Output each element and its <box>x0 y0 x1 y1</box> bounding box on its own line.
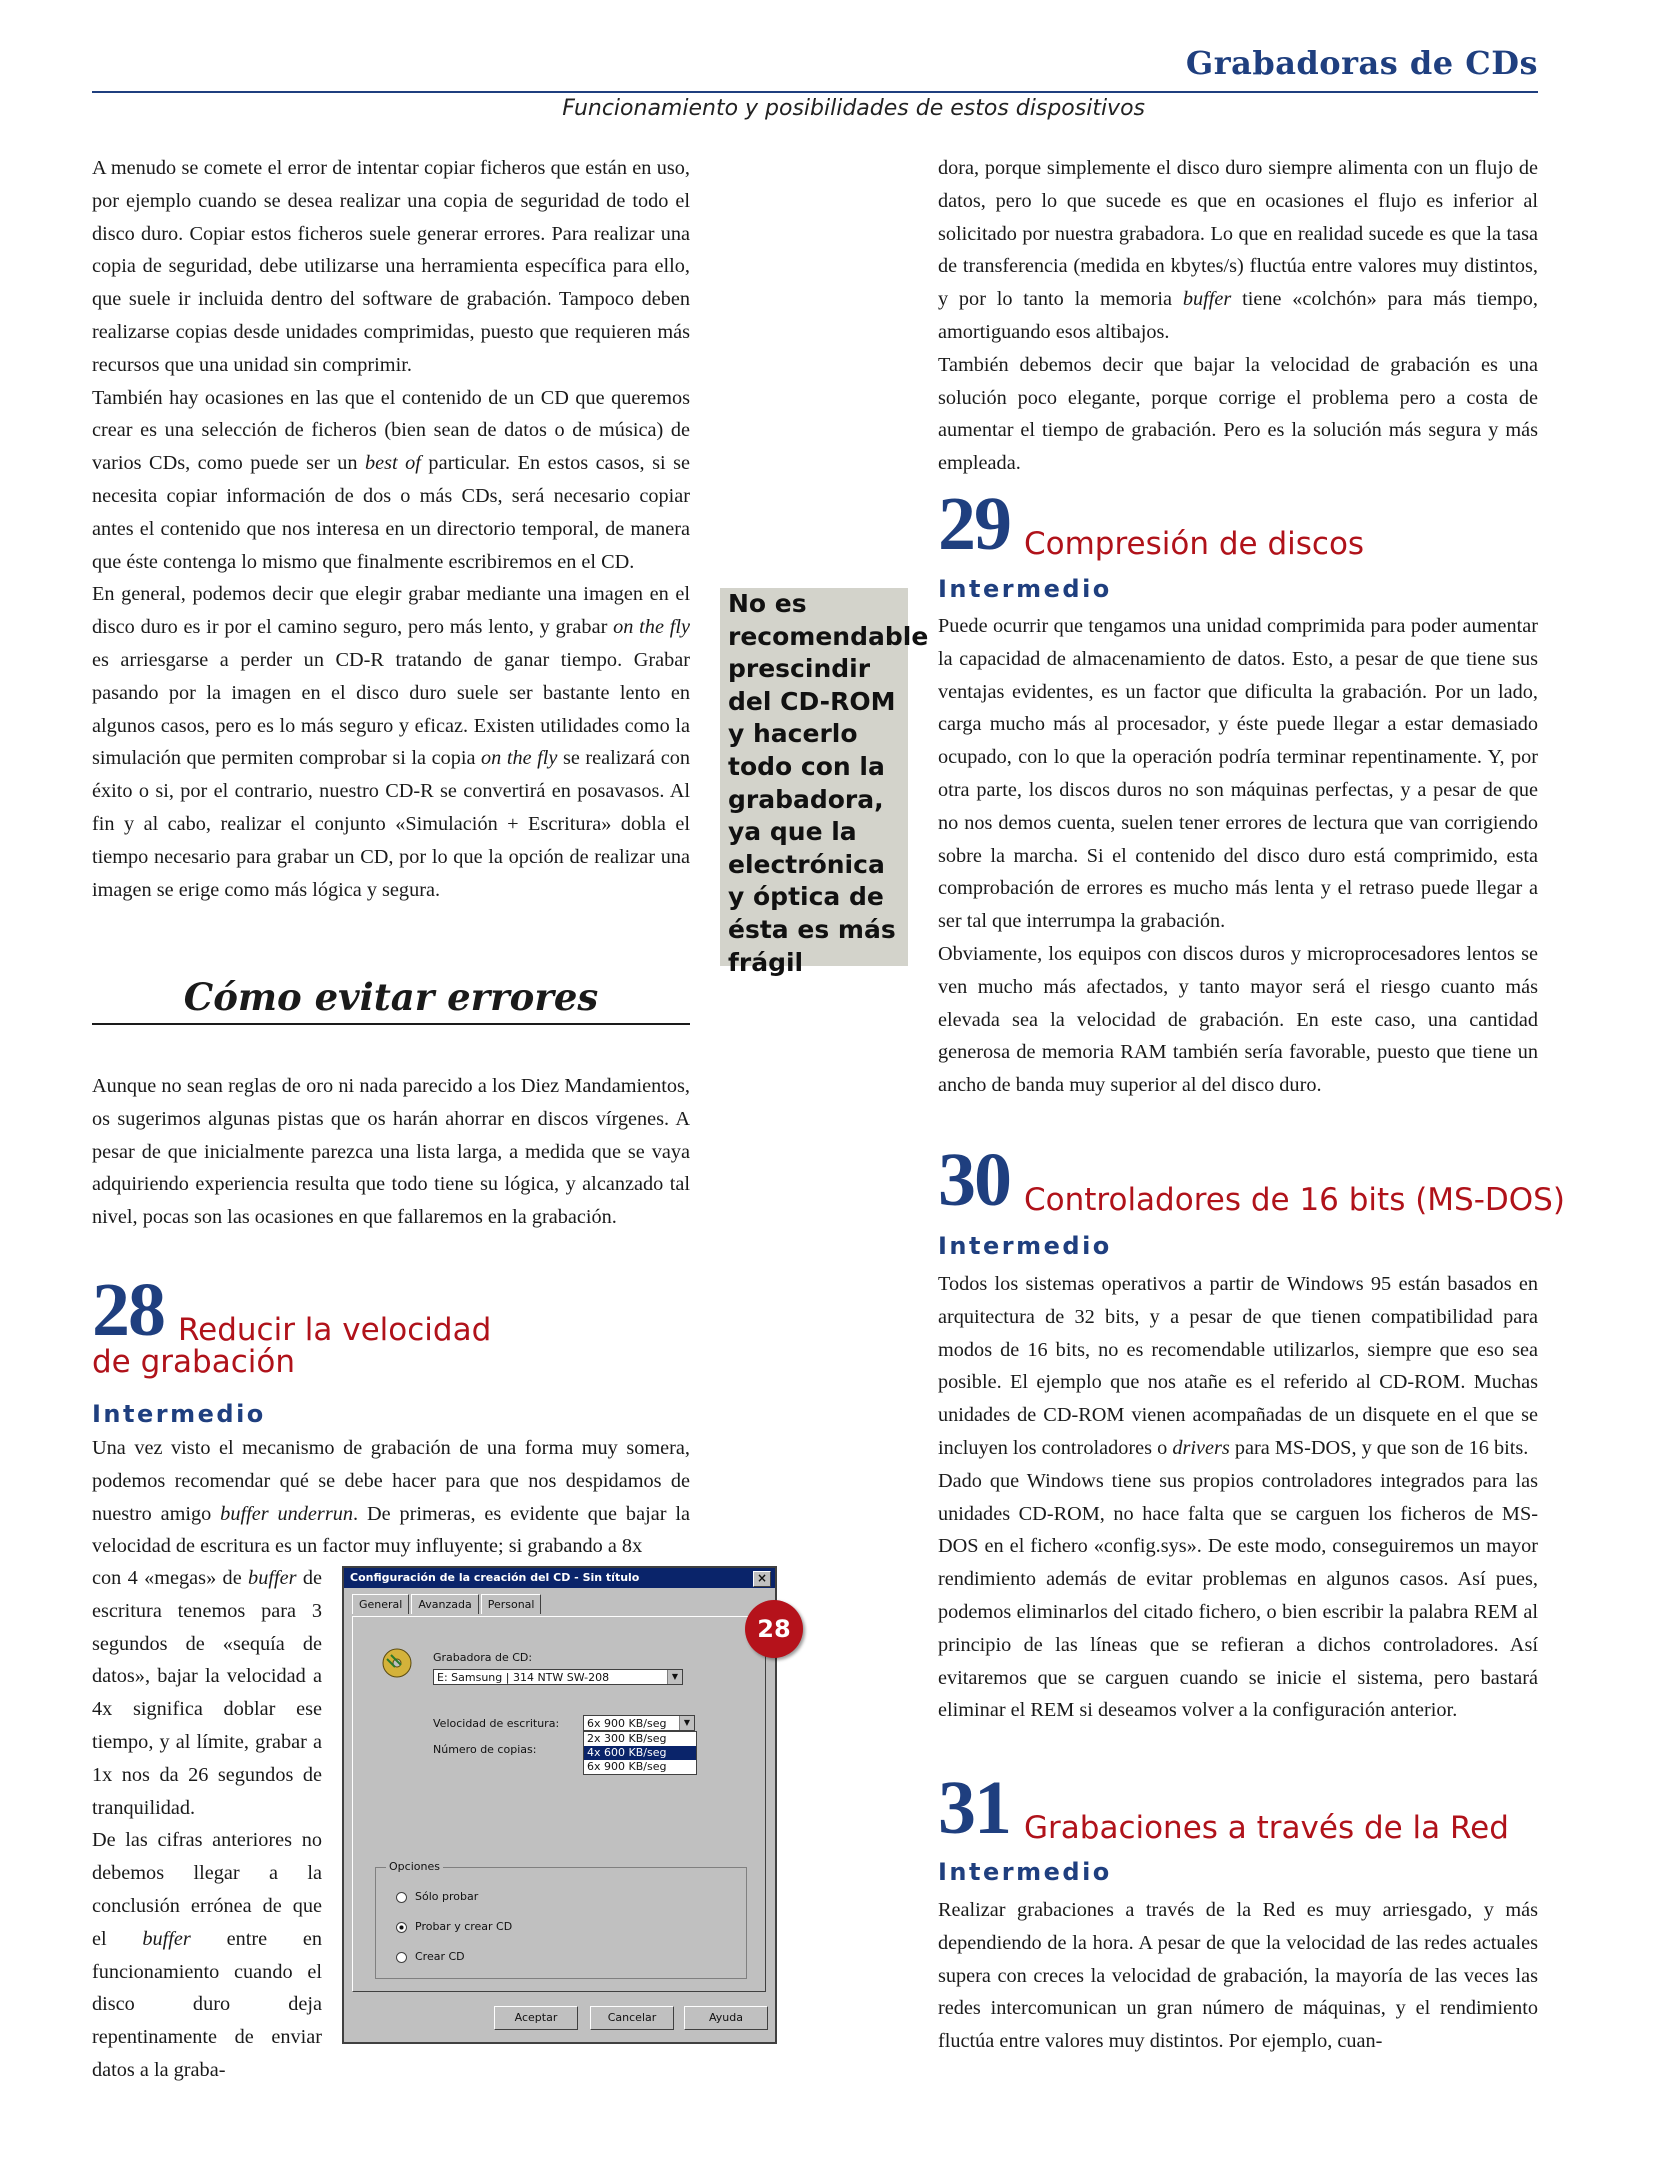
pull-quote <box>720 588 929 977</box>
tip-level: Intermedio <box>92 1400 266 1428</box>
speed-dropdown-list <box>583 1731 697 1775</box>
speed-option-selected[interactable]: 4x 600 KB/seg <box>584 1746 696 1760</box>
chevron-down-icon: ▼ <box>667 1670 682 1684</box>
tip-level: Intermedio <box>938 1858 1112 1886</box>
copies-label: Número de copias: <box>433 1743 537 1756</box>
paragraph: También hay ocasiones en las que el contenido de un CD que queremos crear es una selección de ficheros (bien sean de datos o de música) de varios CDs, como puede ser un best of particular. En estos casos, si se necesita copiar información de dos o más CDs, será necesario copiar antes el contenido que nos interesa en un directorio temporal, de manera que éste contenga lo mismo que finalmente escribiremos en el CD. <box>92 386 691 573</box>
paragraph: Puede ocurrir que tengamos una unidad comprimida para poder aumentar la capacidad de almacenamiento de datos. Esto, a pesar de que tiene sus ventajas evidentes, es un factor que dificulta la grabación. Por un lado, carga mucho más al procesador, y éste puede llegar a estar demasiado ocupado, con lo que la operación podría terminar repentinamente. Y, por otra parte, los discos duros no son máquinas perfectas, y a pesar de que no nos demos cuenta, suelen tener errores de lectura que van corrigiendo sobre la marcha. Si el contenido del disco duro está comprimido, esta comprobación de errores es mucho más lenta y el retraso puede llegar a ser tal que interrumpa la grabación. <box>938 615 1538 933</box>
tip-number: 31 <box>938 1766 1010 1850</box>
left-column-errors <box>92 1070 690 1234</box>
paragraph: Dado que Windows tiene sus propios controladores integrados para las unidades CD-ROM, no hace falta que se carguen los ficheros de MS-DOS en el fichero «config.sys». De este modo, conseguiremos un mayor rendimiento además de evitar problemas en algunos casos. Así pues, podemos eliminarlos del citado fichero, o bien escribir la palabra REM al principio de las líneas que se refieran a dichos controladores. Así evitaremos que se carguen cuando se inicie el sistema, pero bastará eliminar el REM si deseamos volver a la configuración anterior. <box>938 1469 1538 1722</box>
left-column-wrap-text <box>92 1562 322 2087</box>
tip-title: Grabaciones a través de la Red <box>1024 1810 1509 1846</box>
tip-29-heading <box>938 482 1365 566</box>
right-column-tip29 <box>938 610 1538 1102</box>
dialog-tabs <box>352 1594 543 1614</box>
page-header-title: Grabadoras de CDs <box>1185 44 1538 82</box>
radio-icon <box>396 1952 407 1963</box>
right-column-tip31 <box>938 1894 1538 2058</box>
tip-30-heading <box>938 1138 1565 1222</box>
tip-number: 29 <box>938 482 1010 566</box>
speed-option[interactable]: 2x 300 KB/seg <box>587 1732 667 1745</box>
speed-value: 6x 900 KB/seg <box>587 1717 667 1730</box>
dialog-panel <box>352 1616 766 1992</box>
options-group-label: Opciones <box>386 1860 443 1873</box>
tab-personal[interactable]: Personal <box>481 1594 542 1614</box>
help-button[interactable]: Ayuda <box>684 2006 768 2030</box>
chevron-down-icon: ▼ <box>679 1716 694 1730</box>
accept-button[interactable]: Aceptar <box>494 2006 578 2030</box>
tip-level: Intermedio <box>938 1232 1112 1260</box>
page-header-subtitle: Funcionamiento y posibilidades de estos dispositivos <box>562 96 1145 121</box>
paragraph: También debemos decir que bajar la velocidad de grabación es una solución poco elegante, porque corrige el problema pero a costa de aumentar el tiempo de grabación. Pero es la solución más segura y más empleada. <box>938 353 1538 475</box>
paragraph: Obviamente, los equipos con discos duros y microprocesadores lentos se ven mucho más afectados, y tanto mayor será el riesgo cuanto más elevada sea la velocidad de grabación. En este caso, una cantidad generosa de memoria RAM también sería favorable, puesto que tiene un ancho de banda muy superior al del disco duro. <box>938 942 1538 1097</box>
figure-badge: 28 <box>745 1600 803 1658</box>
tip-title: Controladores de 16 bits (MS-DOS) <box>1024 1182 1565 1218</box>
options-group <box>375 1860 747 1979</box>
dialog-title-bar <box>344 1568 775 1588</box>
recorder-value: E: Samsung | 314 NTW SW-208 <box>437 1671 610 1684</box>
radio-test-only[interactable]: Sólo probar <box>396 1890 478 1903</box>
tip-number: 30 <box>938 1138 1010 1222</box>
right-column-tip30 <box>938 1268 1538 1727</box>
paragraph: Realizar grabaciones a través de la Red es muy arriesgado, y más dependiendo de la hora. A pesar de que la velocidad de las redes actuales supera con creces la velocidad de grabación, la mayoría de las veces las redes intercomunican un gran número de máquinas, y el rendimiento fluctúa entre valores muy distintos. Por ejemplo, cuan- <box>938 1899 1538 2053</box>
paragraph: con 4 «megas» de buffer de escritura tenemos para 3 segundos de «sequía de datos», bajar la velocidad a 4x significa doblar ese tiempo, y al límite, grabar a 1x nos da 26 segundos de tranquilidad. <box>92 1567 322 1819</box>
radio-create-cd[interactable]: Crear CD <box>396 1950 465 1963</box>
tip-28-heading <box>92 1268 492 1380</box>
paragraph: Aunque no sean reglas de oro ni nada parecido a los Diez Mandamientos, os sugerimos algunas pistas que os harán ahorrar en discos vírgenes. A pesar de que inicialmente parezca una lista larga, a medida que se vaya adquiriendo experiencia resulta que todo tiene su lógica, y alcanzado tal nivel, pocas son las ocasiones en que fallaremos en la grabación. <box>92 1075 690 1229</box>
speed-label: Velocidad de escritura: <box>433 1717 560 1730</box>
left-column-intro <box>92 152 690 906</box>
radio-test-and-create[interactable]: Probar y crear CD <box>396 1920 512 1933</box>
tip-title: Compresión de discos <box>1024 526 1365 562</box>
radio-selected-icon <box>396 1922 407 1933</box>
paragraph: dora, porque simplemente el disco duro siempre alimenta con un flujo de datos, pero lo que sucede es que en ocasiones el flujo es inferior al solicitado por nuestra grabadora. Lo que en realidad sucede es que la tasa de transferencia (medida en kbytes/s) fluctúa entre valores muy distintos, y por lo tanto la memoria buffer tiene «colchón» para más tiempo, amortiguando esos altibajos. <box>938 157 1538 343</box>
radio-icon <box>396 1892 407 1903</box>
tip-number: 28 <box>92 1268 164 1352</box>
section-heading: Cómo evitar errores <box>183 975 599 1019</box>
cancel-button[interactable]: Cancelar <box>590 2006 674 2030</box>
header-rule <box>92 91 1538 93</box>
dialog-title: Configuración de la creación del CD - Sin título <box>350 1571 640 1584</box>
paragraph: En general, podemos decir que elegir grabar mediante una imagen en el disco duro es ir por el camino seguro, pero más lento, y grabar on the fly es arriesgarse a perder un CD-R tratando de ganar tiempo. Grabar pasando por la imagen en el disco duro suele ser bastante lento en algunos casos, pero es lo más seguro y eficaz. Existen utilidades como la simulación que permiten comprobar si la copia on the fly se realizará con éxito o si, por el contrario, nuestro CD-R se convertirá en posavasos. Al fin y al cabo, realizar el conjunto «Simulación + Escritura» dobla el tiempo necesario para grabar un CD, por lo que la opción de realizar una imagen se erige como más lógica y segura. <box>92 583 690 901</box>
recorder-select[interactable] <box>433 1669 683 1685</box>
cd-recorder-icon <box>381 1647 413 1679</box>
tip-level: Intermedio <box>938 575 1112 603</box>
tip-31-heading <box>938 1766 1509 1850</box>
section-heading-rule <box>92 1023 690 1025</box>
paragraph: De las cifras anteriores no debemos llegar a la conclusión errónea de que el buffer entre en funcionamiento cuando el disco duro deja repentinamente de enviar datos a la graba- <box>92 1829 322 2081</box>
tab-advanced[interactable]: Avanzada <box>411 1594 478 1614</box>
cd-settings-dialog-screenshot <box>342 1566 777 2044</box>
tip-title-line2: de grabación <box>92 1344 295 1380</box>
pull-quote-text: No es recomendable prescindir del CD-ROM y hacerlo todo con la grabadora, ya que la electrónica y óptica de ésta es más frágil <box>728 589 929 977</box>
paragraph: A menudo se comete el error de intentar copiar ficheros que están en uso, por ejemplo cuando se desea realizar una copia de seguridad de todo el disco duro. Copiar estos ficheros suele generar errores. Para realizar una copia de seguridad, debe utilizarse una herramienta específica para ello, que suele ir incluida dentro del software de grabación. Tampoco deben realizarse copias desde unidades comprimidas, puesto que requieren más recursos que una unidad sin comprimir. <box>92 157 690 376</box>
tip-title: Reducir la velocidad <box>178 1312 492 1348</box>
recorder-label: Grabadora de CD: <box>433 1651 533 1664</box>
right-column-continuation <box>938 152 1538 480</box>
paragraph: Todos los sistemas operativos a partir de Windows 95 están basados en arquitectura de 32 bits, y a pesar de que tienen compatibilidad para modos de 16 bits, no es recomendable utilizarlos, siempre que eso sea posible. El ejemplo que nos atañe es el referido al CD-ROM. Muchas unidades de CD-ROM vienen acompañadas de un disquete en el que se incluyen los controladores o drivers para MS-DOS, y que son de 16 bits. <box>938 1273 1538 1459</box>
tab-general[interactable]: General <box>352 1594 409 1614</box>
paragraph: Una vez visto el mecanismo de grabación de una forma muy somera, podemos recomendar qué se debe hacer para que nos despidamos de nuestro amigo buffer underrun. De primeras, es evidente que bajar la velocidad de escritura es un factor muy influyente; si grabando a 8x <box>92 1437 690 1558</box>
close-icon[interactable]: × <box>753 1571 771 1587</box>
speed-option[interactable]: 6x 900 KB/seg <box>587 1760 667 1773</box>
left-column-tip28 <box>92 1432 690 1563</box>
speed-select[interactable] <box>583 1715 695 1731</box>
